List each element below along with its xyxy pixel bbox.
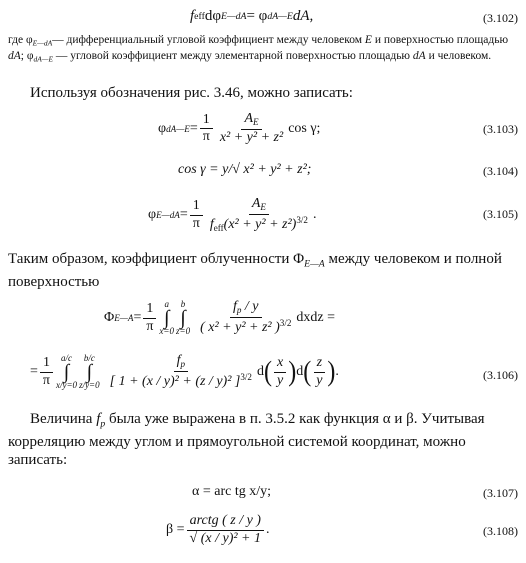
eq-text: z/y=0 (79, 380, 100, 390)
fraction (207, 197, 311, 233)
paragraph-using-notation: Используя обозначения рис. 3.46, можно записать: (30, 85, 353, 101)
fraction (107, 354, 255, 389)
text-run: Таким образом, коэффициент облученности Φ (8, 251, 305, 267)
eq-text: z (314, 356, 325, 373)
text-run: где φ (8, 34, 33, 46)
equation-3-104 (0, 160, 526, 182)
eq-text: 3/2 (279, 318, 292, 329)
eq-text: f (209, 216, 214, 232)
fraction (197, 300, 294, 335)
eq-text: y (316, 372, 323, 388)
eq-text: π (192, 215, 200, 231)
eq-text: cos γ; (288, 120, 321, 136)
eq-text: β = (166, 522, 185, 538)
equation-3-108 (0, 512, 526, 560)
eq-text: f (190, 8, 195, 24)
eq-text: E (253, 117, 259, 128)
eq-text: E—dA (156, 210, 180, 221)
equation-3-105 (0, 193, 526, 233)
eq-text: = (30, 364, 38, 379)
eq-text: φ (158, 120, 167, 136)
equation-number: (3.102) (483, 11, 518, 25)
eq-text: 3/2 (240, 372, 252, 383)
eq-text: f (232, 299, 237, 315)
eq-text: . (266, 522, 270, 538)
equation-3-106-line1 (0, 298, 526, 342)
integral: a/c ∫ x/y=0 (55, 353, 78, 390)
text-run: между человеком и полной поверхностью (8, 251, 502, 291)
integral: a ∫ x=0 (159, 299, 174, 336)
eq-text: eff (194, 11, 205, 22)
eq-text: Φ (104, 310, 115, 325)
eq-text: E—A (114, 313, 134, 323)
eq-text: . (312, 207, 317, 223)
text-run: E (364, 34, 372, 46)
eq-text: x/y=0 (55, 380, 78, 390)
text-run: Величина (30, 411, 97, 427)
eq-text: x² + y² + z² (219, 129, 284, 145)
fraction (143, 302, 156, 334)
eq-text: [ 1 + (x / y)² + (z / y)² ] (109, 374, 241, 390)
equation-number: (3.106) (483, 368, 518, 382)
eq-text: . (335, 364, 339, 379)
eq-text: arctg ( z / y ) (187, 514, 264, 531)
eq-text: 1 (40, 356, 53, 373)
eq-text: = (189, 120, 198, 136)
equation-number: (3.105) (483, 207, 518, 221)
equation-3-107 (0, 482, 526, 504)
eq-text: E (260, 202, 266, 213)
equation-number: (3.103) (483, 122, 518, 136)
eq-text: x (274, 356, 286, 373)
eq-text: a/c (61, 353, 73, 363)
eq-text: = φ (246, 8, 268, 24)
text-run: dA (8, 49, 21, 62)
eq-text: 1 (190, 199, 203, 216)
text-run: dA—E (33, 54, 53, 64)
eq-text: E—dA (221, 11, 247, 22)
fraction (40, 356, 53, 388)
eq-text: 1 (200, 113, 213, 130)
eq-text: eff (213, 222, 224, 233)
eq-text: / y (241, 299, 259, 315)
eq-text: y (276, 372, 284, 388)
eq-text: f (176, 353, 181, 369)
integral: b ∫ z=0 (176, 299, 191, 336)
equation-3-106-line2: = $\frac{1}{\pi}$ a/c ∫ x/y=0 b/c ∫ z/y=0 $\frac{f_p}{[ 1 + (x / y)^2 + (z / y)^2 ]^{3/2}}$ d ( $\frac{x}{y}$ ) d ( $\frac{z}{y}$ ) . (3.106) (30, 353, 518, 390)
text-run: dA (412, 49, 426, 62)
text-run: E—A (304, 258, 325, 270)
eq-text: = (179, 207, 188, 223)
eq-text: x=0 (159, 326, 174, 336)
fraction (274, 356, 286, 388)
text-run: E—dA (32, 38, 53, 48)
eq-text: π (42, 372, 50, 388)
eq-text: (x² + y² + z²) (223, 216, 297, 232)
eq-text: dxdz = (296, 310, 335, 325)
eq-text: p (180, 359, 186, 370)
integral: b/c ∫ z/y=0 (79, 353, 100, 390)
fraction (217, 112, 286, 145)
eq-text: φ (148, 207, 157, 223)
fraction (200, 113, 213, 145)
eq-text: α = arc tg x/y; (192, 484, 271, 499)
eq-text: 1 (143, 302, 156, 319)
eq-text: p (236, 305, 242, 316)
eq-text: b/c (83, 353, 95, 363)
eq-text: π (146, 318, 154, 334)
eq-text: π (202, 129, 210, 145)
eq-text: √ (x / y)² + 1 (189, 530, 262, 546)
eq-text: 3/2 (296, 214, 308, 225)
text-run: и человеком. (425, 49, 492, 62)
eq-text: dA—E (166, 123, 190, 134)
text-run: и поверхностью площадью (371, 34, 509, 46)
paragraph-value (8, 410, 518, 469)
eq-text: dA, (292, 8, 314, 24)
eq-text: a (164, 299, 169, 309)
paragraph-thus (8, 250, 518, 291)
eq-text: d (256, 364, 264, 379)
fraction (313, 356, 325, 388)
eq-text: z=0 (176, 326, 191, 336)
equation-number: (3.104) (483, 164, 518, 178)
eq-text: A (244, 111, 254, 126)
equation-number: (3.108) (483, 524, 518, 538)
fraction (190, 199, 203, 231)
equation-3-102 (0, 8, 526, 30)
eq-text: ( x² + y² + z² ) (200, 320, 280, 336)
where-clause (8, 34, 518, 65)
eq-text: = (133, 310, 142, 325)
fraction (187, 514, 264, 546)
eq-text: d (296, 364, 304, 379)
eq-text: cos γ = y/√ x² + y² + z²; (178, 162, 312, 177)
equation-number: (3.107) (483, 486, 518, 500)
text-run: f (96, 411, 101, 427)
eq-text: A (251, 196, 261, 211)
text-run: — дифференциальный угловой коэффициент между человеком (52, 34, 365, 46)
text-run: — угловой коэффициент между элементарной поверхностью площадью (53, 49, 413, 62)
eq-text: dA—E (267, 11, 293, 22)
eq-text: b (180, 299, 186, 309)
text-run: была уже выражена в п. 3.5.2 как функция α и β. Учитывая корреляцию между углом и прямоугольной системой координат, можно записать: (8, 411, 485, 469)
text-run: p (100, 418, 106, 430)
equation-3-103 (0, 108, 526, 148)
text-run: ; φ (20, 49, 34, 62)
eq-text: dφ (204, 8, 221, 24)
